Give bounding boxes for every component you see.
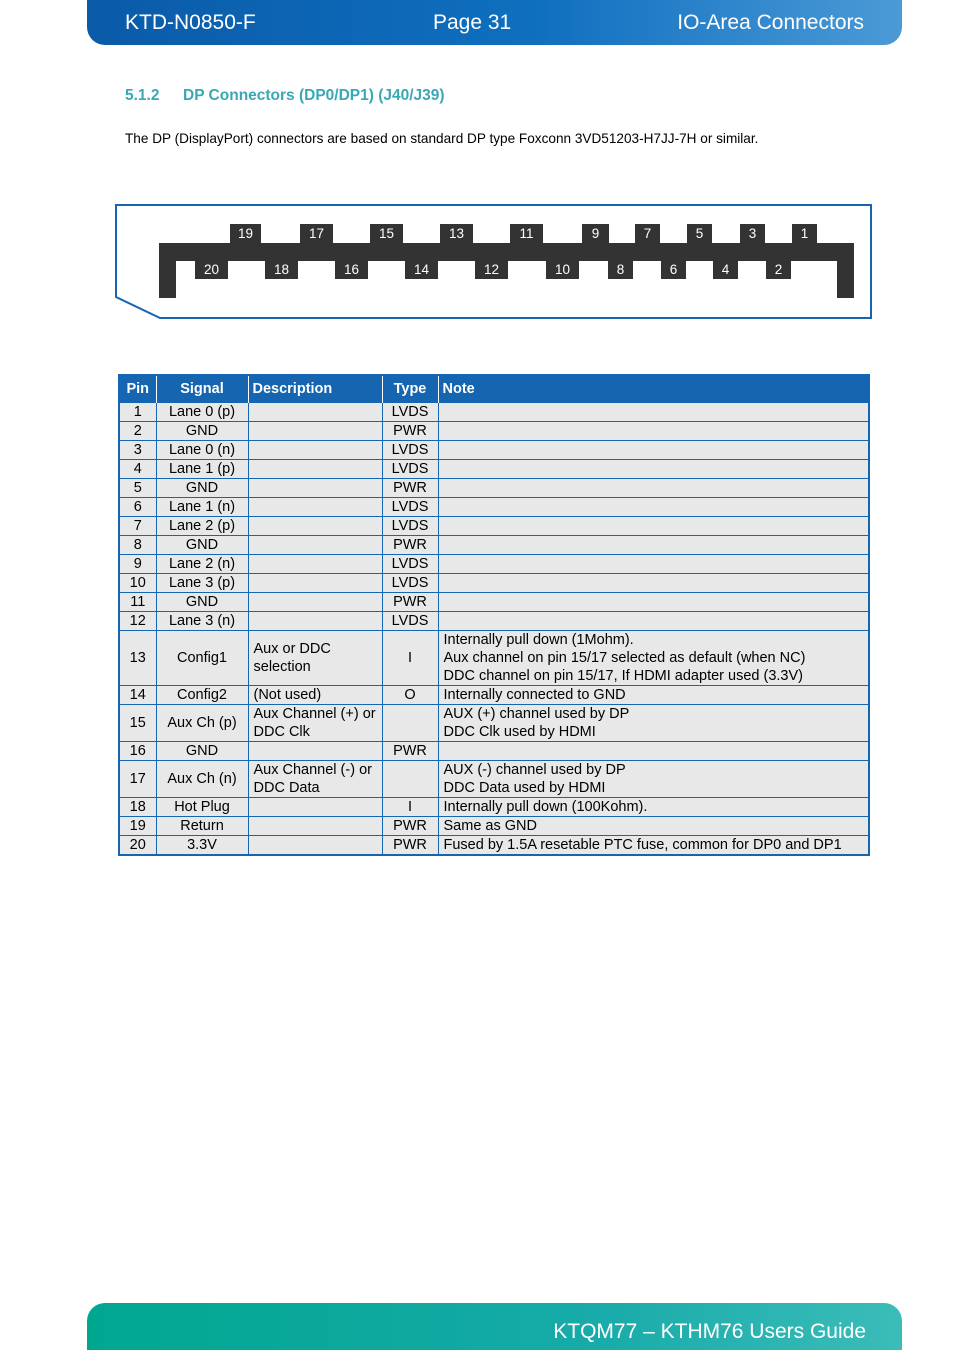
- pin-table: [118, 374, 870, 856]
- pin-label-1: 1: [792, 224, 817, 243]
- table-row: [119, 497, 869, 516]
- header-note: Note: [438, 375, 869, 402]
- section-name: IO-Area Connectors: [677, 11, 864, 34]
- pin-label-16: 16: [335, 260, 368, 279]
- table-row: [119, 835, 869, 855]
- cell-pin: 17: [119, 760, 156, 797]
- cell-type: PWR: [382, 741, 438, 760]
- cell-description: [248, 478, 382, 497]
- cell-description: [248, 440, 382, 459]
- cell-note: [438, 421, 869, 440]
- cell-description: [248, 741, 382, 760]
- cell-description: [248, 835, 382, 855]
- cell-note: [438, 516, 869, 535]
- table-row: [119, 478, 869, 497]
- cell-pin: 9: [119, 554, 156, 573]
- cell-type: PWR: [382, 592, 438, 611]
- cell-pin: 6: [119, 497, 156, 516]
- cell-pin: 20: [119, 835, 156, 855]
- cell-pin: 3: [119, 440, 156, 459]
- cell-description: [248, 592, 382, 611]
- cell-description: [248, 797, 382, 816]
- cell-note: [438, 611, 869, 630]
- pin-label-14: 14: [405, 260, 438, 279]
- table-row: [119, 797, 869, 816]
- table-row: [119, 816, 869, 835]
- cell-note: Internally pull down (1Mohm). Aux channel on pin 15/17 selected as default (when NC) DDC channel on pin 15/17, If HDMI adapter used (3.3V): [438, 630, 869, 685]
- pin-label-8: 8: [608, 260, 633, 279]
- cell-pin: 13: [119, 630, 156, 685]
- table-row: [119, 611, 869, 630]
- cell-signal: Lane 3 (n): [156, 611, 248, 630]
- cell-note: [438, 554, 869, 573]
- cell-type: PWR: [382, 816, 438, 835]
- page-number: Page 31: [433, 11, 512, 34]
- pin-label-15: 15: [370, 224, 403, 243]
- cell-type: [382, 760, 438, 797]
- cell-description: Aux Channel (+) or DDC Clk: [248, 704, 382, 741]
- cell-signal: GND: [156, 421, 248, 440]
- pin-label-13: 13: [440, 224, 473, 243]
- cell-description: [248, 554, 382, 573]
- section-title: DP Connectors (DP0/DP1) (J40/J39): [183, 87, 445, 104]
- cell-pin: 16: [119, 741, 156, 760]
- table-row: [119, 421, 869, 440]
- cell-pin: 8: [119, 535, 156, 554]
- section-heading: [125, 87, 445, 105]
- cell-type: PWR: [382, 835, 438, 855]
- cell-signal: GND: [156, 592, 248, 611]
- cell-pin: 11: [119, 592, 156, 611]
- cell-description: [248, 516, 382, 535]
- cell-note: [438, 535, 869, 554]
- cell-note: Internally pull down (100Kohm).: [438, 797, 869, 816]
- cell-signal: Lane 2 (p): [156, 516, 248, 535]
- page-header: [87, 0, 902, 45]
- pin-label-5: 5: [687, 224, 712, 243]
- cell-description: [248, 816, 382, 835]
- cell-description: Aux Channel (-) or DDC Data: [248, 760, 382, 797]
- table-row: [119, 685, 869, 704]
- pin-label-2: 2: [766, 260, 791, 279]
- table-row: [119, 592, 869, 611]
- cell-type: I: [382, 797, 438, 816]
- cell-note: [438, 573, 869, 592]
- cell-description: [248, 497, 382, 516]
- cell-type: I: [382, 630, 438, 685]
- cell-type: LVDS: [382, 554, 438, 573]
- cell-signal: Lane 1 (n): [156, 497, 248, 516]
- table-row: [119, 741, 869, 760]
- cell-note: [438, 402, 869, 421]
- pin-label-18: 18: [265, 260, 298, 279]
- cell-signal: 3.3V: [156, 835, 248, 855]
- cell-note: AUX (+) channel used by DP DDC Clk used by HDMI: [438, 704, 869, 741]
- guide-title: KTQM77 – KTHM76 Users Guide: [553, 1320, 866, 1343]
- cell-signal: Hot Plug: [156, 797, 248, 816]
- cell-pin: 14: [119, 685, 156, 704]
- cell-signal: GND: [156, 741, 248, 760]
- cell-signal: Lane 3 (p): [156, 573, 248, 592]
- intro-paragraph: The DP (DisplayPort) connectors are based on standard DP type Foxconn 3VD51203-H7JJ-7H or similar.: [125, 131, 759, 146]
- pin-label-12: 12: [475, 260, 508, 279]
- cell-note: [438, 497, 869, 516]
- header-signal: Signal: [156, 375, 248, 402]
- cell-signal: GND: [156, 478, 248, 497]
- cell-type: [382, 704, 438, 741]
- pin-label-3: 3: [740, 224, 765, 243]
- connector-diagram: [114, 203, 874, 321]
- cell-type: LVDS: [382, 459, 438, 478]
- cell-type: LVDS: [382, 611, 438, 630]
- cell-pin: 15: [119, 704, 156, 741]
- pin-label-19: 19: [230, 224, 261, 243]
- cell-signal: GND: [156, 535, 248, 554]
- cell-description: [248, 421, 382, 440]
- pin-label-10: 10: [546, 260, 579, 279]
- pin-label-4: 4: [713, 260, 738, 279]
- cell-note: [438, 459, 869, 478]
- cell-signal: Lane 0 (p): [156, 402, 248, 421]
- cell-type: LVDS: [382, 402, 438, 421]
- cell-type: LVDS: [382, 516, 438, 535]
- cell-pin: 2: [119, 421, 156, 440]
- pin-label-7: 7: [635, 224, 660, 243]
- cell-note: Internally connected to GND: [438, 685, 869, 704]
- table-row: [119, 402, 869, 421]
- cell-description: [248, 611, 382, 630]
- cell-note: Same as GND: [438, 816, 869, 835]
- header-description: Description: [248, 375, 382, 402]
- cell-pin: 1: [119, 402, 156, 421]
- page-footer: [87, 1303, 902, 1350]
- cell-type: PWR: [382, 535, 438, 554]
- cell-description: [248, 402, 382, 421]
- table-row: [119, 630, 869, 685]
- cell-pin: 7: [119, 516, 156, 535]
- cell-signal: Config1: [156, 630, 248, 685]
- table-row: [119, 535, 869, 554]
- cell-description: Aux or DDC selection: [248, 630, 382, 685]
- table-row: [119, 704, 869, 741]
- cell-type: PWR: [382, 421, 438, 440]
- cell-type: PWR: [382, 478, 438, 497]
- pin-label-17: 17: [300, 224, 333, 243]
- cell-signal: Aux Ch (n): [156, 760, 248, 797]
- cell-pin: 10: [119, 573, 156, 592]
- cell-pin: 18: [119, 797, 156, 816]
- cell-signal: Lane 2 (n): [156, 554, 248, 573]
- pin-label-20: 20: [195, 260, 228, 279]
- table-row: [119, 516, 869, 535]
- cell-signal: Lane 0 (n): [156, 440, 248, 459]
- cell-description: (Not used): [248, 685, 382, 704]
- cell-note: Fused by 1.5A resetable PTC fuse, common for DP0 and DP1: [438, 835, 869, 855]
- cell-description: [248, 573, 382, 592]
- cell-note: [438, 478, 869, 497]
- pin-label-6: 6: [661, 260, 686, 279]
- cell-signal: Aux Ch (p): [156, 704, 248, 741]
- cell-signal: Lane 1 (p): [156, 459, 248, 478]
- cell-note: [438, 741, 869, 760]
- table-row: [119, 459, 869, 478]
- cell-pin: 12: [119, 611, 156, 630]
- cell-type: LVDS: [382, 573, 438, 592]
- table-row: [119, 573, 869, 592]
- table-row: [119, 760, 869, 797]
- pin-label-9: 9: [582, 224, 609, 243]
- cell-signal: Config2: [156, 685, 248, 704]
- document-id: KTD-N0850-F: [125, 11, 256, 34]
- cell-description: [248, 459, 382, 478]
- table-row: [119, 440, 869, 459]
- cell-note: [438, 440, 869, 459]
- cell-type: LVDS: [382, 440, 438, 459]
- table-header-row: [119, 375, 869, 402]
- cell-note: [438, 592, 869, 611]
- header-type: Type: [382, 375, 438, 402]
- cell-pin: 5: [119, 478, 156, 497]
- cell-type: O: [382, 685, 438, 704]
- header-pin: Pin: [119, 375, 156, 402]
- cell-signal: Return: [156, 816, 248, 835]
- pin-label-11: 11: [510, 224, 543, 243]
- table-row: [119, 554, 869, 573]
- cell-note: AUX (-) channel used by DP DDC Data used by HDMI: [438, 760, 869, 797]
- cell-pin: 19: [119, 816, 156, 835]
- cell-pin: 4: [119, 459, 156, 478]
- cell-type: LVDS: [382, 497, 438, 516]
- cell-description: [248, 535, 382, 554]
- section-number: 5.1.2: [125, 87, 160, 104]
